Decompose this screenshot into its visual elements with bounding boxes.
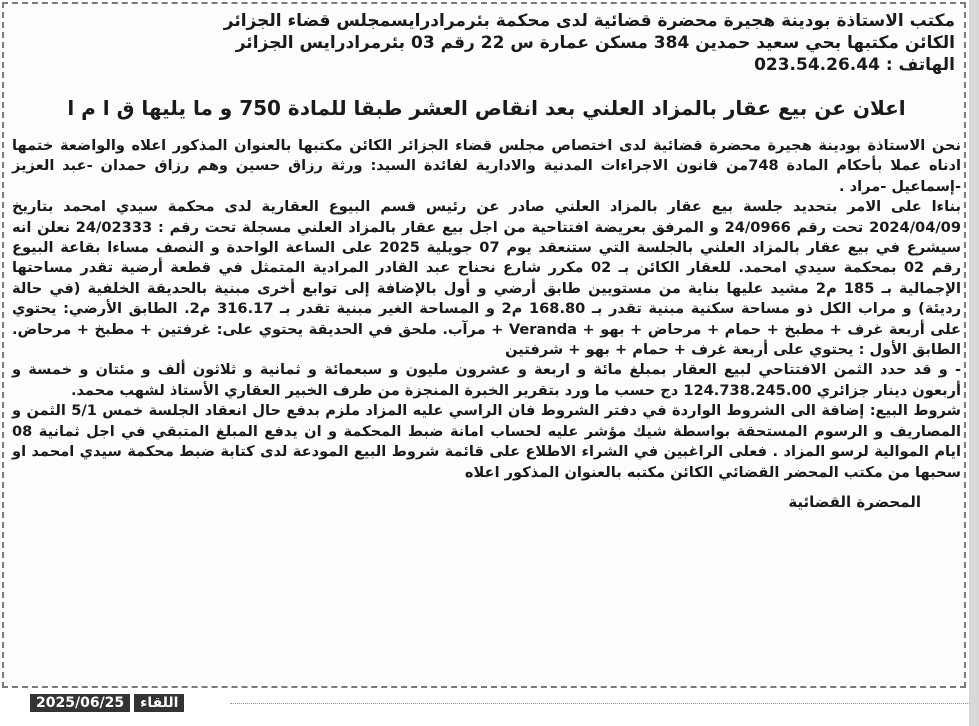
intro-paragraph: نحن الاستاذة بودينة هجيرة محضرة قضائية لدى اختصاص مجلس قضاء الجزائر الكائن مكتبها بالعنوان المذكور اعلاه والواضعة ختمها ادناه عملا بأحكام المادة 748من قانون الاجراءات المدنية والادارية لفائدة السيد: ورثة رزاق حسين وهم رزاق حمدان -عبد العزيز -إسماعيل -مراد . <box>12 137 962 195</box>
signature: المحضرة القضائية <box>788 492 921 511</box>
conditions-paragraph: شروط البيع: إضافة الى الشروط الواردة في دفتر الشروط فان الراسي عليه المزاد ملزم بدفع حال انعقاد الجلسة خمس 5/1 الثمن و المصاريف و الرسوم المستحقة بواسطة شيك مؤشر عليه لحساب امانة ضبط المحكمة و ان يدفع المبلغ المتبقي في اجل ثمانية 08 ايام الموالية لرسو المزاد . فعلى الراغبين في الشراء الاطلاع على قائمة شروط البيع المودعة لدى كتابة ضبط محكمة سيدي امحمد او سحبها من مكتب المحضر القضائي الكائن مكتبه بالعنوان المذكور اعلاه <box>12 402 961 481</box>
announcement-content <box>12 10 961 511</box>
office-phone: الهاتف : 023.54.26.44 <box>754 55 955 75</box>
publication-date: 2025/06/25 <box>30 694 130 712</box>
office-address: الكائن مكتبها بحي سعيد حمدين 384 مسكن عمارة س 22 رقم 03 بئرمرادرايس الجزائر <box>235 33 955 53</box>
price-paragraph: - و قد حدد الثمن الافتتاحي لبيع العقار بمبلغ مائة و اربعة و عشرون مليون و سبعمائة و ثمانية و ثلاثون ألف و مئتان و خمسة و أربعون دينار جزائري 124.738.245.00 دج حسب ما ورد بتقرير الخبرة المنجزة من طرف الخبير العقاري الأستاذ لشهب محمد. <box>12 361 961 399</box>
announcement-title: اعلان عن بيع عقار بالمزاد العلني بعد انقاص العشر طبقا للمادة 750 و ما يليها ق ا م ا <box>67 96 906 120</box>
newspaper-name: اللقاء <box>134 694 184 712</box>
footer <box>30 694 184 712</box>
order-paragraph: بناءا على الامر بتحديد جلسة بيع عقار بالمزاد العلني صادر عن رئيس قسم البيوع العقارية لدى محكمة سيدي امحمد بتاريخ 2024/04/09 تحت رقم 24/0966 و المرفق بعريضة افتتاحية من اجل بيع عقار بالمزاد العلني مسجلة تحت رقم : 24/02333 نعلن انه سيشرع في بيع عقار بالمزاد العلني بالجلسة التي ستنعقد يوم 07 جويلية 2025 على الساعة الواحدة و النصف مساءا بقاعة البيوع رقم 02 بمحكمة سيدي امحمد. للعقار الكائن بـ 02 مكرر شارع نحناح عبد القادر المرادية المتمثل في قطعة أرضية تقدر مساحتها الإجمالية بـ 185 م2 مشيد عليها بناية من مستويين طابق أرضي و أول بالإضافة إلى توابع أخرى مبنية بالحديقة الخلفية (في حالة رديئة) و مراب الكل ذو مساحة سكنية مبنية تقدر بـ 168.80 م2 و المساحة الغير مبنية تقدر بـ 316.17 م2. الطابق الأرضي: يحتوي على أربعة غرف + مطبخ + حمام + مرحاض + بهو + Veranda + مرآب. ملحق في الحديقة يحتوي على: غرفتين + مطبخ + مرحاض. الطابق الأول : يحتوي على أربعة غرف + حمام + بهو + شرفتين <box>12 198 962 359</box>
office-name: مكتب الاستاذة بودينة هجيرة محضرة قضائية لدى محكمة بئرمرادرايسمجلس قضاء الجزائر <box>223 11 955 31</box>
page-edge <box>969 0 979 726</box>
divider <box>230 703 970 704</box>
announcement-body <box>12 136 961 483</box>
